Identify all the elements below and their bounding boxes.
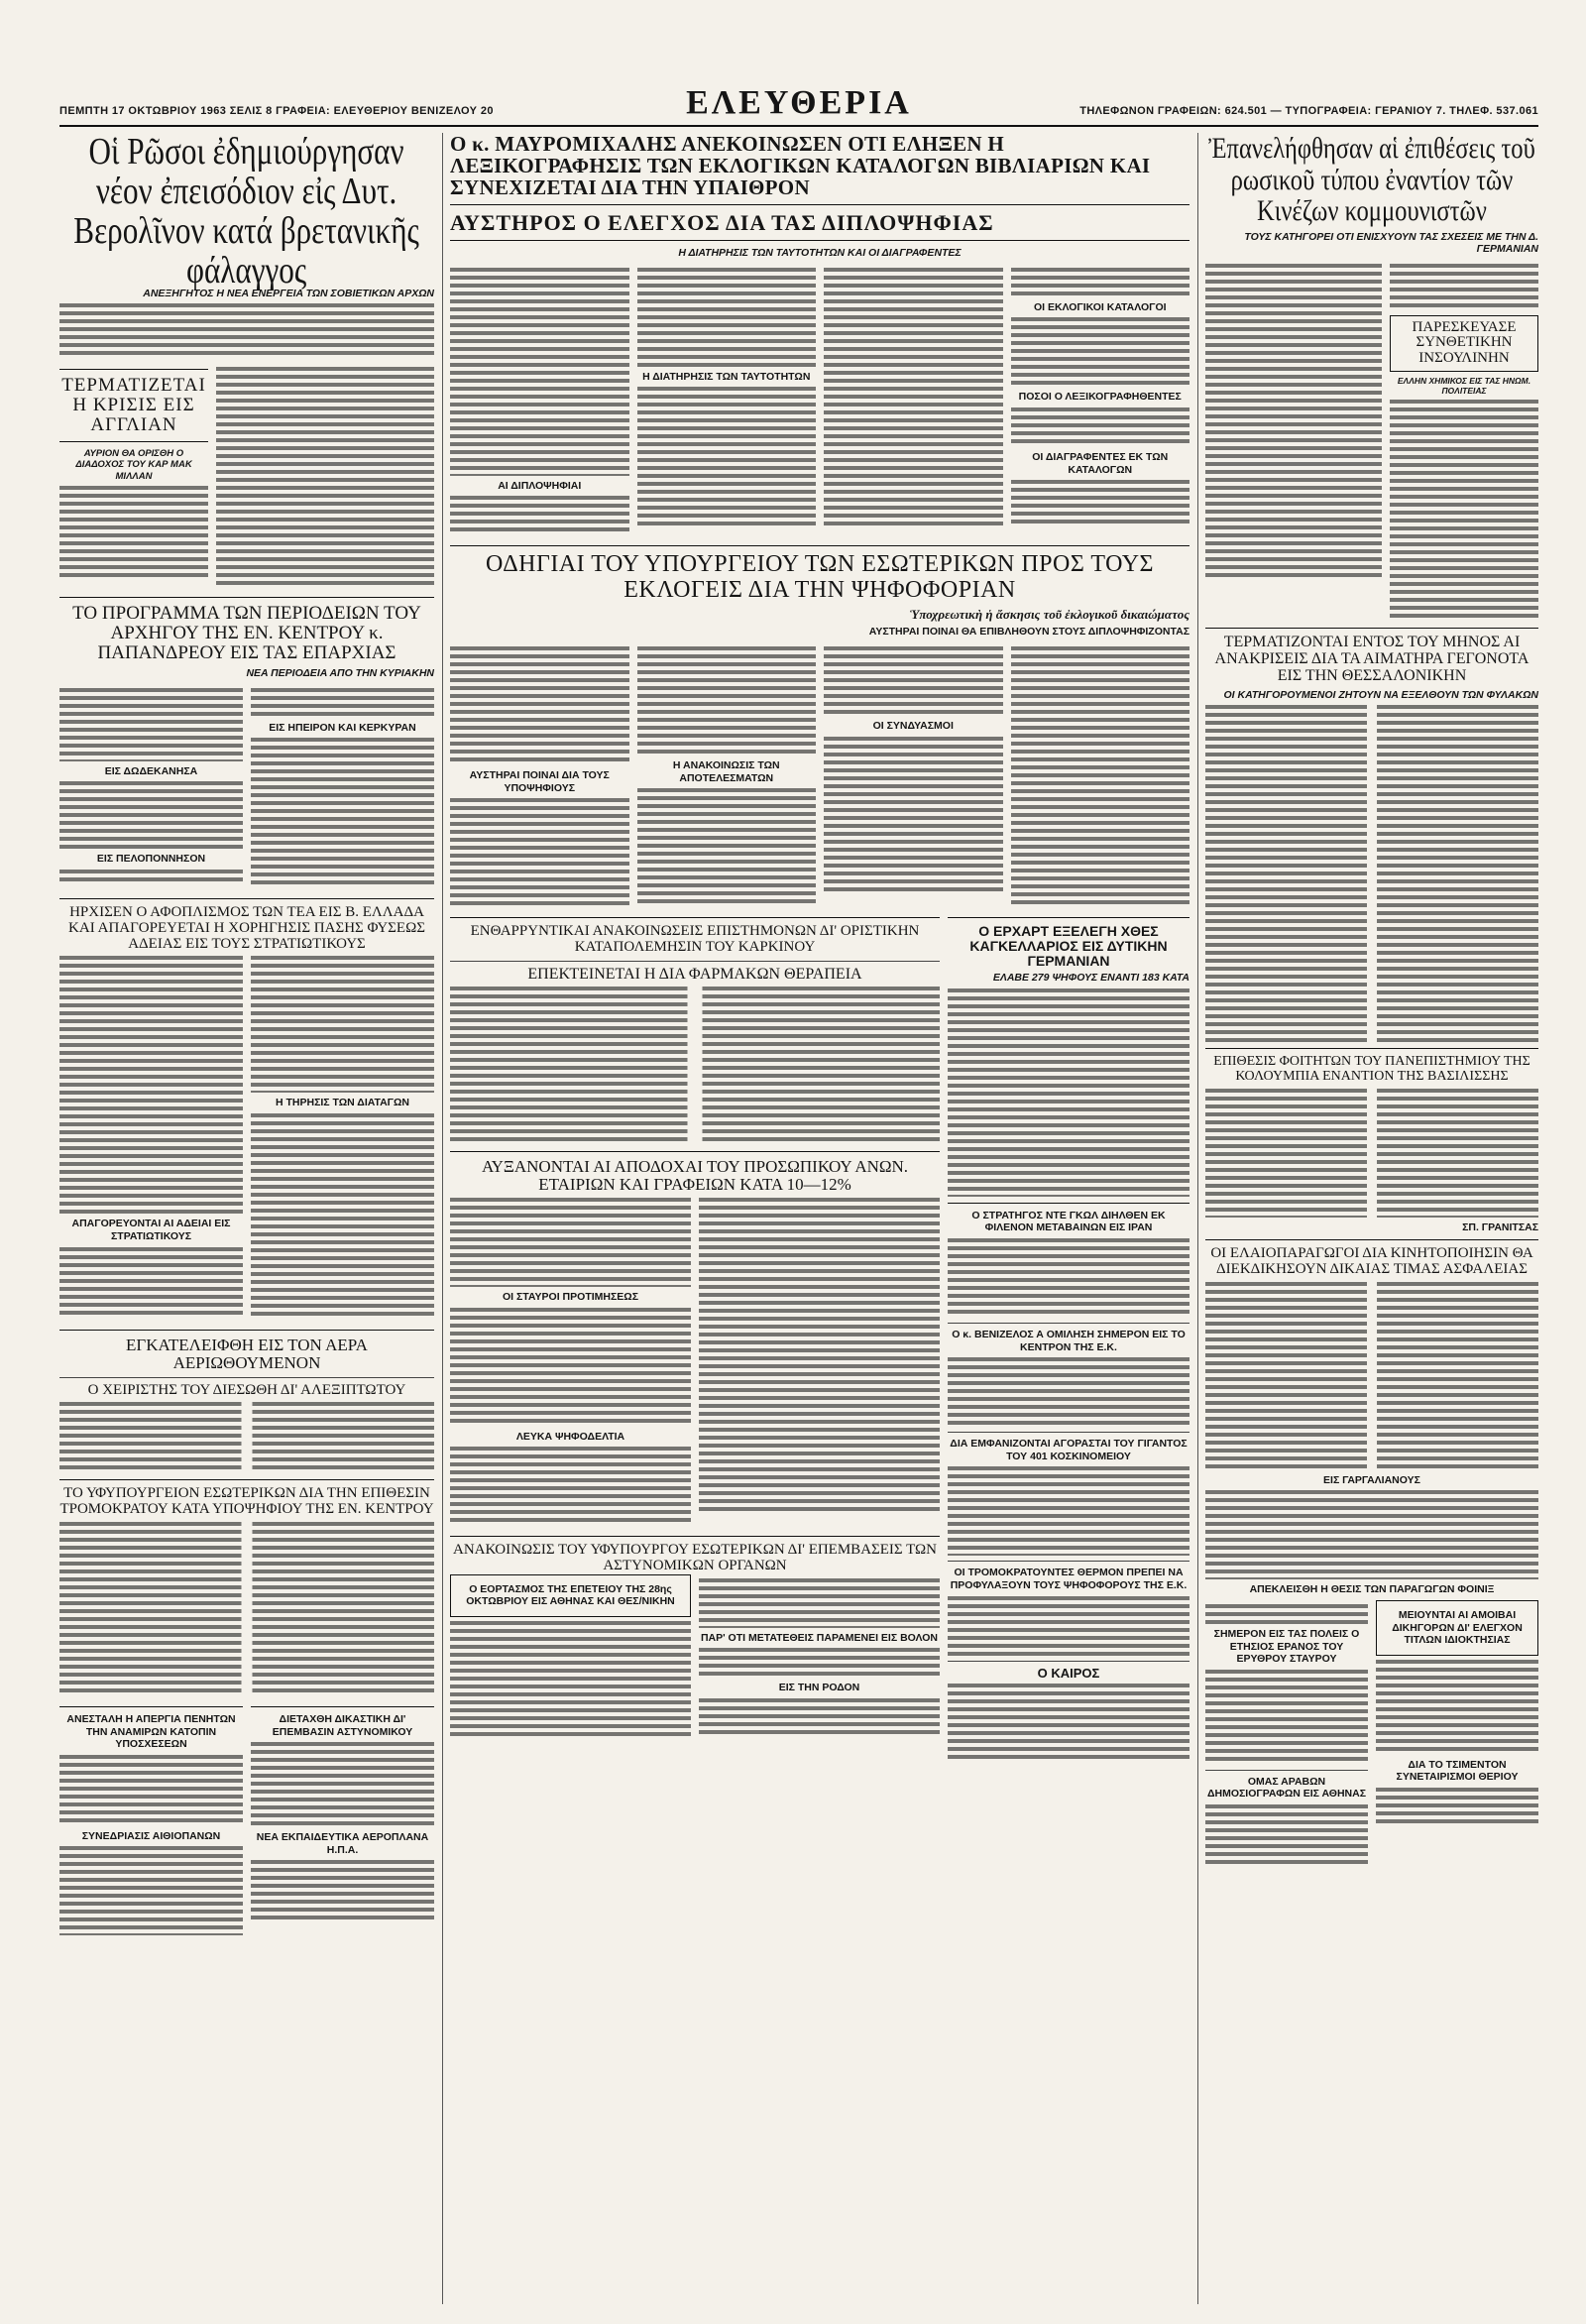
- section-heading: ΕΙΣ ΔΩΔΕΚΑΝΗΣΑ: [104, 764, 198, 777]
- article-text: [1205, 705, 1538, 1042]
- article-text: [450, 496, 629, 535]
- article-text: [251, 1742, 434, 1827]
- subheadline-thessaloniki: ΟΙ ΚΑΤΗΓΟΡΟΥΜΕΝΟΙ ΖΗΤΟΥΝ ΝΑ ΕΞΕΛΘΟΥΝ ΤΩΝ ΦΥΛΑΚΩΝ: [1223, 688, 1538, 701]
- article-text: [637, 387, 817, 525]
- article-text: [824, 268, 1003, 529]
- article-text: [450, 1621, 691, 1740]
- article-text: [1205, 1490, 1538, 1579]
- section-heading: Η ΤΗΡΗΣΙΣ ΤΩΝ ΔΙΑΤΑΓΩΝ: [276, 1097, 409, 1109]
- article-text: [948, 1466, 1190, 1556]
- section-heading: ΠΑΡ' ΟΤΙ ΜΕΤΑΤΕΘΕΙΣ ΠΑΡΑΜΕΝΕΙ ΕΙΣ ΒΟΛΟΝ: [700, 1631, 939, 1644]
- headline-short: ΟΜΑΣ ΑΡΑΒΩΝ ΔΗΜΟΣΙΟΓΡΑΦΩΝ ΕΙΣ ΑΘΗΝΑΣ: [1206, 1775, 1367, 1801]
- section-heading: ΕΙΣ ΓΑΡΓΑΛΙΑΝΟΥΣ: [1323, 1473, 1420, 1486]
- article-text: [59, 1522, 434, 1696]
- subheadline-identity-cards: Η ΔΙΑΤΗΡΗΣΙΣ ΤΩΝ ΤΑΥΤΟΤΗΤΩΝ ΚΑΙ ΟΙ ΔΙΑΓΡΑΦΕΝΤΕΣ: [678, 247, 962, 260]
- article-text: [699, 1578, 940, 1628]
- subheadline-ministry-instructions: Ὑποχρεωτικὴ ἡ ἄσκησις τοῦ ἐκλογικοῦ δικαιώματος: [909, 606, 1190, 622]
- article-text: [948, 1238, 1190, 1318]
- section-heading: ΛΕΥΚΑ ΨΗΦΟΔΕΛΤΙΑ: [515, 1430, 625, 1443]
- subheadline-erhard: ΕΛΑΒΕ 279 ΨΗΦΟΥΣ ΕΝΑΝΤΙ 183 ΚΑΤΑ: [992, 972, 1190, 985]
- article-text: [59, 303, 434, 359]
- headline-short: ΟΙ ΤΡΟΜΟΚΡΑΤΟΥΝΤΕΣ ΘΕΡΜΟΝ ΠΡΕΠΕΙ ΝΑ ΠΡΟΦΥΛΑΞΟΥΝ ΤΟΥΣ ΨΗΦΟΦΟΡΟΥΣ ΤΗΣ Ε.Κ.: [950, 1567, 1188, 1591]
- article-text: [216, 367, 434, 587]
- article-text: [1011, 646, 1190, 904]
- article-text: [450, 1198, 691, 1287]
- left-column: [59, 133, 434, 1939]
- subheadline-russian-press: ΤΟΥΣ ΚΑΤΗΓΟΡΕΙ ΟΤΙ ΕΝΙΣΧΥΟΥΝ ΤΑΣ ΣΧΕΣΕΙΣ ΜΕ ΤΗΝ Δ. ΓΕΡΜΑΝΙΑΝ: [1244, 230, 1538, 256]
- headline-salaries: ΑΥΞΑΝΟΝΤΑΙ ΑΙ ΑΠΟΔΟΧΑΙ ΤΟΥ ΠΡΟΣΩΠΙΚΟΥ ΑΝΩΝ. ΕΤΑΙΡΙΩΝ ΚΑΙ ΓΡΑΦΕΙΩΝ ΚΑΤΑ 10—12%: [481, 1157, 909, 1195]
- column-divider: [1197, 133, 1198, 2304]
- headline-weather: Ο ΚΑΙΡΟΣ: [1037, 1665, 1100, 1681]
- article-text: [59, 1247, 243, 1317]
- article-text: [59, 486, 208, 581]
- article-text: [59, 1846, 243, 1935]
- article-text: [450, 646, 629, 765]
- article-text: [450, 798, 629, 907]
- article-text: [251, 738, 434, 888]
- headline-defense: ΗΡΧΙΣΕΝ Ο ΑΦΟΠΛΙΣΜΟΣ ΤΩΝ ΤΕΑ ΕΙΣ Β. ΕΛΛΑΔΑ ΚΑΙ ΑΠΑΓΟΡΕΥΕΤΑΙ Η ΧΟΡΗΓΗΣΙΣ ΠΑΣΗΣ ΦΥΣΕΩΣ ΑΔΕΙΑΣ ΕΙΣ ΤΟΥΣ ΣΤΡΑΤΙΩΤΙΚΟΥΣ: [68, 904, 425, 952]
- headline-short: Ο ΕΟΡΤΑΣΜΟΣ ΤΗΣ ΕΠΕΤΕΙΟΥ ΤΗΣ 28ης ΟΚΤΩΒΡΙΟΥ ΕΙΣ ΑΘΗΝΑΣ ΚΑΙ ΘΕΣ/ΝΙΚΗΝ: [466, 1582, 675, 1608]
- article-text: [699, 1648, 940, 1678]
- subheadline-uk-crisis: ΑΥΡΙΟΝ ΘΑ ΟΡΙΣΘΗ Ο ΔΙΑΔΟΧΟΣ ΤΟΥ ΚΑΡ ΜΑΚ ΜΙΛΛΑΝ: [75, 447, 192, 482]
- section-heading: ΟΙ ΣΤΑΥΡΟΙ ΠΡΟΤΙΜΗΣΕΩΣ: [502, 1291, 638, 1304]
- headline-thessaloniki: ΤΕΡΜΑΤΙΖΟΝΤΑΙ ΕΝΤΟΣ ΤΟΥ ΜΗΝΟΣ ΑΙ ΑΝΑΚΡΙΣΕΙΣ ΔΙΑ ΤΑ ΑΙΜΑΤΗΡΑ ΓΕΓΟΝΟΤΑ ΕΙΣ ΤΗΝ ΘΕΣΣΑΛΟΝΙΚΗΝ: [1214, 634, 1529, 684]
- article-text: [450, 268, 629, 476]
- headline-short: ΝΕΑ ΕΚΠΑΙΔΕΥΤΙΚΑ ΑΕΡΟΠΛΑΝΑ Η.Π.Α.: [256, 1831, 429, 1856]
- article-text: [251, 956, 434, 1093]
- headline-interior-ministry: ΤΟ ΥΦΥΠΟΥΡΓΕΙΟΝ ΕΣΩΤΕΡΙΚΩΝ ΔΙΑ ΤΗΝ ΕΠΙΘΕΣΙΝ ΤΡΟΜΟΚΡΑΤΟΥ ΚΑΤΑ ΥΠΟΨΗΦΙΟΥ ΤΗΣ ΕΝ. ΚΕΝΤΡΟΥ: [59, 1485, 434, 1518]
- section-heading: ΟΙ ΕΚΛΟΓΙΚΟΙ ΚΑΤΑΛΟΓΟΙ: [1033, 300, 1167, 313]
- article-text: [1011, 268, 1190, 297]
- masthead-date-line: ΠΕΜΠΤΗ 17 ΟΚΤΩΒΡΙΟΥ 1963 ΣΕΛΙΣ 8 ΓΡΑΦΕΙΑ: ΕΛΕΥΘΕΡΙΟΥ ΒΕΝΙΖΕΛΟΥ 20: [59, 105, 494, 117]
- headline-police: ΑΝΑΚΟΙΝΩΣΙΣ ΤΟΥ ΥΦΥΠΟΥΡΓΟΥ ΕΣΩΤΕΡΙΚΩΝ ΔΙ' ΕΠΕΜΒΑΣΕΙΣ ΤΩΝ ΑΣΤΥΝΟΜΙΚΩΝ ΟΡΓΑΝΩΝ: [453, 1542, 937, 1574]
- headline-olive-producers: ΟΙ ΕΛΑΙΟΠΑΡΑΓΩΓΟΙ ΔΙΑ ΚΙΝΗΤΟΠΟΙΗΣΙΝ ΘΑ ΔΙΕΚΔΙΚΗΣΟΥΝ ΔΙΚΑΙΑΣ ΤΙΜΑΣ ΑΣΦΑΛΕΙΑΣ: [1210, 1245, 1533, 1278]
- article-text: [1205, 1804, 1368, 1864]
- headline-mavromichalis: Ο κ. ΜΑΥΡΟΜΙΧΑΛΗΣ ΑΝΕΚΟΙΝΩΣΕΝ ΟΤΙ ΕΛΗΞΕΝ Η ΛΕΞΙΚΟΓΡΑΦΗΣΙΣ ΤΩΝ ΕΚΛΟΓΙΚΩΝ ΚΑΤΑΛΟΓΩΝ ΒΙΒΛΙΑΡΙΩΝ ΚΑΙ ΣΥΝΕΧΙΖΕΤΑΙ ΔΙΑ ΤΗΝ ΥΠΑΙΘΡΟΝ: [450, 132, 1151, 200]
- article-text: [948, 1596, 1190, 1656]
- section-heading: ΠΟΣΟΙ Ο ΛΕΞΙΚΟΓΡΑΦΗΘΕΝΤΕΣ: [1018, 391, 1182, 404]
- section-heading: ΑΥΣΤΗΡΑΙ ΠΟΙΝΑΙ ΔΙΑ ΤΟΥΣ ΥΠΟΨΗΦΙΟΥΣ: [469, 768, 610, 794]
- section-heading: Η ΑΝΑΚΟΙΝΩΣΙΣ ΤΩΝ ΑΠΟΤΕΛΕΣΜΑΤΩΝ: [672, 758, 780, 784]
- subheadline-insulin: ΕΛΛΗΝ ΧΗΜΙΚΟΣ ΕΙΣ ΤΑΣ ΗΝΩΜ. ΠΟΛΙΤΕΙΑΣ: [1397, 375, 1531, 397]
- headline-short: ΑΝΕΣΤΑΛΗ Η ΑΠΕΡΓΙΑ ΠΕΝΗΤΩΝ ΤΗΝ ΑΝΑΜΙΡΩΝ ΚΑΤΟΠΙΝ ΥΠΟΣΧΕΣΕΩΝ: [66, 1712, 236, 1751]
- article-text: [1390, 400, 1538, 618]
- section-heading: ΟΙ ΣΥΝΔΥΑΣΜΟΙ: [872, 719, 954, 732]
- headline-papandreou-program: ΤΟ ΠΡΟΓΡΑΜΜΑ ΤΩΝ ΠΕΡΙΟΔΕΙΩΝ ΤΟΥ ΑΡΧΗΓΟΥ ΤΗΣ ΕΝ. ΚΕΝΤΡΟΥ κ. ΠΑΠΑΝΔΡΕΟΥ ΕΙΣ ΤΑΣ ΕΠΑΡΧΙΑΣ: [72, 603, 421, 664]
- article-text: [1011, 480, 1190, 525]
- headline-uk-crisis: ΤΕΡΜΑΤΙΖΕΤΑΙ Η ΚΡΙΣΙΣ ΕΙΣ ΑΓΓΛΙΑΝ: [61, 375, 206, 436]
- article-text: [1205, 1604, 1368, 1624]
- section-heading: ΕΙΣ ΤΗΝ ΡΟΔΟΝ: [778, 1682, 860, 1694]
- section-heading: Η ΔΙΑΤΗΡΗΣΙΣ ΤΩΝ ΤΑΥΤΟΤΗΤΩΝ: [642, 370, 811, 383]
- article-text: [1376, 1660, 1538, 1755]
- subheadline-penalties: ΑΥΣΤΗΡΑΙ ΠΟΙΝΑΙ ΘΑ ΕΠΙΒΛΗΘΟΥΝ ΣΤΟΥΣ ΔΙΠΛΟΨΗΦΙΖΟΝΤΑΣ: [868, 626, 1190, 639]
- headline-west-berlin: Οἱ Ρῶσοι ἐδημιούργησαν νέον ἐπεισόδιον εἰς Δυτ. Βερολῖνον κατά βρετανικῆς φάλαγγος: [73, 131, 420, 291]
- headline-short: ΔΙΑ ΕΜΦΑΝΙΖΟΝΤΑΙ ΑΓΟΡΑΣΤΑΙ ΤΟΥ ΓΙΓΑΝΤΟΣ ΤΟΥ 401 ΚΟΣΚΙΝΟΜΕΙΟΥ: [950, 1438, 1188, 1462]
- article-text: [251, 1860, 434, 1919]
- article-text: [1011, 317, 1190, 387]
- headline-insulin: ΠΑΡΕΣΚΕΥΑΣΕ ΣΥΝΘΕΤΙΚΗΝ ΙΝΣΟΥΛΙΝΗΝ: [1412, 318, 1517, 367]
- article-text: [1376, 1788, 1538, 1827]
- article-text: [699, 1198, 940, 1515]
- article-text: [948, 1684, 1190, 1763]
- headline-cancer: ΕΝΘΑΡΡΥΝΤΙΚΑΙ ΑΝΑΚΟΙΝΩΣΕΙΣ ΕΠΙΣΤΗΜΟΝΩΝ ΔΙ' ΟΡΙΣΤΙΚΗΝ ΚΑΤΑΠΟΛΕΜΗΣΙΝ ΤΟΥ ΚΑΡΚΙΝΟΥ: [470, 923, 920, 955]
- headline-erhard: Ο ΕΡΧΑΡΤ ΕΞΕΛΕΓΗ ΧΘΕΣ ΚΑΓΚΕΛΛΑΡΙΟΣ ΕΙΣ ΔΥΤΙΚΗΝ ΓΕΡΜΑΝΙΑΝ: [969, 923, 1168, 969]
- article-text: [59, 1755, 243, 1826]
- section-heading: ΟΙ ΔΙΑΓΡΑΦΕΝΤΕΣ ΕΚ ΤΩΝ ΚΑΤΑΛΟΓΩΝ: [1032, 451, 1169, 476]
- masthead-phone-line: ΤΗΛΕΦΩΝΟΝ ΓΡΑΦΕΙΩΝ: 624.501 — ΤΥΠΟΓΡΑΦΕΙΑ: ΓΕΡΑΝΙΟΥ 7. ΤΗΛΕΦ. 537.061: [1079, 105, 1538, 117]
- article-text: [1205, 1670, 1368, 1765]
- headline-students: ΕΠΙΘΕΣΙΣ ΦΟΙΤΗΤΩΝ ΤΟΥ ΠΑΝΕΠΙΣΤΗΜΙΟΥ ΤΗΣ ΚΟΛΟΥΜΠΙΑ ΕΝΑΝΤΙΟΝ ΤΗΣ ΒΑΣΙΛΙΣΣΗΣ: [1213, 1054, 1530, 1084]
- article-text: [59, 688, 243, 761]
- boxed-article: [450, 1574, 691, 1617]
- section-heading: ΕΙΣ ΠΕΛΟΠΟΝΝΗΣΟΝ: [96, 853, 206, 866]
- center-column: [450, 133, 1190, 1767]
- headline-ministry-instructions: ΟΔΗΓΙΑΙ ΤΟΥ ΥΠΟΥΡΓΕΙΟΥ ΤΩΝ ΕΣΩΤΕΡΙΚΩΝ ΠΡΟΣ ΤΟΥΣ ΕΚΛΟΓΕΙΣ ΔΙΑ ΤΗΝ ΨΗΦΟΦΟΡΙΑΝ: [485, 551, 1155, 603]
- headline-short: ΜΕΙΟΥΝΤΑΙ ΑΙ ΑΜΟΙΒΑΙ ΔΙΚΗΓΟΡΩΝ ΔΙ' ΕΛΕΓΧΟΝ ΤΙΤΛΩΝ ΙΔΙΟΚΤΗΣΙΑΣ: [1392, 1608, 1523, 1647]
- section-heading: ΕΙΣ ΗΠΕΙΡΟΝ ΚΑΙ ΚΕΡΚΥΡΑΝ: [269, 721, 416, 734]
- masthead: [59, 81, 1538, 127]
- headline-short: ΣΥΝΕΔΡΙΑΣΙΣ ΑΙΘΙΟΠΑΝΩΝ: [81, 1829, 221, 1842]
- article-text: [948, 988, 1190, 1197]
- article-text: [251, 688, 434, 718]
- article-text: [824, 646, 1003, 716]
- section-heading: ΑΙ ΔΙΠΛΟΨΗΦΙΑΙ: [498, 479, 582, 492]
- article-text: [1390, 264, 1538, 311]
- article-text: [251, 1113, 434, 1320]
- article-text: [637, 646, 817, 755]
- article-text: [699, 1698, 940, 1738]
- boxed-article: [1390, 315, 1538, 372]
- subheadline-west-berlin: ΑΝΕΞΗΓΗΤΟΣ Η ΝΕΑ ΕΝΕΡΓΕΙΑ ΤΩΝ ΣΟΒΙΕΤΙΚΩΝ ΑΡΧΩΝ: [143, 287, 434, 299]
- article-text: [59, 870, 243, 885]
- boxed-article: [1376, 1600, 1538, 1656]
- headline-short: ΣΗΜΕΡΟΝ ΕΙΣ ΤΑΣ ΠΟΛΕΙΣ Ο ΕΤΗΣΙΟΣ ΕΡΑΝΟΣ ΤΟΥ ΕΡΥΘΡΟΥ ΣΤΑΥΡΟΥ: [1213, 1627, 1360, 1666]
- article-text: [637, 788, 817, 907]
- article-text: [1011, 407, 1190, 447]
- crisis-section: [59, 363, 434, 591]
- headline-short: Ο κ. ΒΕΝΙΖΕΛΟΣ Α ΟΜΙΛΗΣΗ ΣΗΜΕΡΟΝ ΕΙΣ ΤΟ ΚΕΝΤΡΟΝ ΤΗΣ Ε.Κ.: [952, 1329, 1186, 1353]
- article-text: [450, 1308, 691, 1427]
- article-text: [1205, 264, 1382, 581]
- headline-russian-press: Ἐπανελήφθησαν αἱ ἐπιθέσεις τοῦ ρωσικοῦ τύπου ἐναντίον τῶν Κινέζων κομμουνιστῶν: [1208, 132, 1535, 227]
- headline-short: Ο ΣΤΡΑΤΗΓΟΣ ΝΤΕ ΓΚΩΛ ΔΙΗΛΘΕΝ ΕΚ ΦΙΛΕΝΟΝ ΜΕΤΑΒΑΙΝΩΝ ΕΙΣ ΙΡΑΝ: [971, 1209, 1166, 1234]
- headline-double-voting: ΑΥΣΤΗΡΟΣ Ο ΕΛΕΓΧΟΣ ΔΙΑ ΤΑΣ ΔΙΠΛΟΨΗΦΙΑΣ: [450, 210, 994, 236]
- article-text: [59, 956, 243, 1214]
- article-text: [637, 268, 817, 367]
- article-text: [1205, 1282, 1538, 1470]
- section-heading: ΑΠΕΚΛΕΙΣΘΗ Η ΘΕΣΙΣ ΤΩΝ ΠΑΡΑΓΩΓΩΝ ΦΟΙΝΙΞ: [1249, 1583, 1495, 1596]
- headline-jet-plane: ΕΓΚΑΤΕΛΕΙΦΘΗ ΕΙΣ ΤΟΝ ΑΕΡΑ ΑΕΡΙΩΘΟΥΜΕΝΟΝ: [126, 1336, 368, 1372]
- column-divider: [442, 133, 443, 2304]
- headline-short: ΔΙΕΤΑΧΘΗ ΔΙΚΑΣΤΙΚΗ ΔΙ' ΕΠΕΜΒΑΣΙΝ ΑΣΤΥΝΟΜΙΚΟΥ: [272, 1712, 413, 1738]
- article-text: [824, 737, 1003, 895]
- section-heading: ΑΠΑΓΟΡΕΥΟΝΤΑΙ ΑΙ ΑΔΕΙΑΙ ΕΙΣ ΣΤΡΑΤΙΩΤΙΚΟΥΣ: [71, 1218, 231, 1242]
- article-text: [450, 987, 940, 1145]
- headline-short: ΔΙΑ ΤΟ ΤΣΙΜΕΝΤΟΝ ΣΥΝΕΤΑΙΡΙΣΜΟΙ ΘΕΡΙΟΥ: [1396, 1758, 1519, 1784]
- article-text: [59, 781, 243, 849]
- article-text: [450, 1447, 691, 1526]
- article-signature: ΣΠ. ΓΡΑΝΙΤΣΑΣ: [1462, 1220, 1538, 1233]
- newspaper-title: ΕΛΕΥΘΕΡΙΑ: [686, 84, 912, 121]
- subheadline-papandreou-program: ΝΕΑ ΠΕΡΙΟΔΕΙΑ ΑΠΟ ΤΗΝ ΚΥΡΙΑΚΗΝ: [246, 666, 434, 679]
- article-text: [1205, 1089, 1538, 1218]
- article-text: [59, 1402, 434, 1473]
- subheadline-jet-plane: Ο ΧΕΙΡΙΣΤΗΣ ΤΟΥ ΔΙΕΣΩΘΗ ΔΙ' ΑΛΕΞΙΠΤΩΤΟΥ: [87, 1381, 406, 1398]
- right-column: [1205, 133, 1538, 1868]
- subheadline-cancer: ΕΠΕΚΤΕΙΝΕΤΑΙ Η ΔΙΑ ΦΑΡΜΑΚΩΝ ΘΕΡΑΠΕΙΑ: [527, 965, 862, 983]
- article-text: [948, 1357, 1190, 1427]
